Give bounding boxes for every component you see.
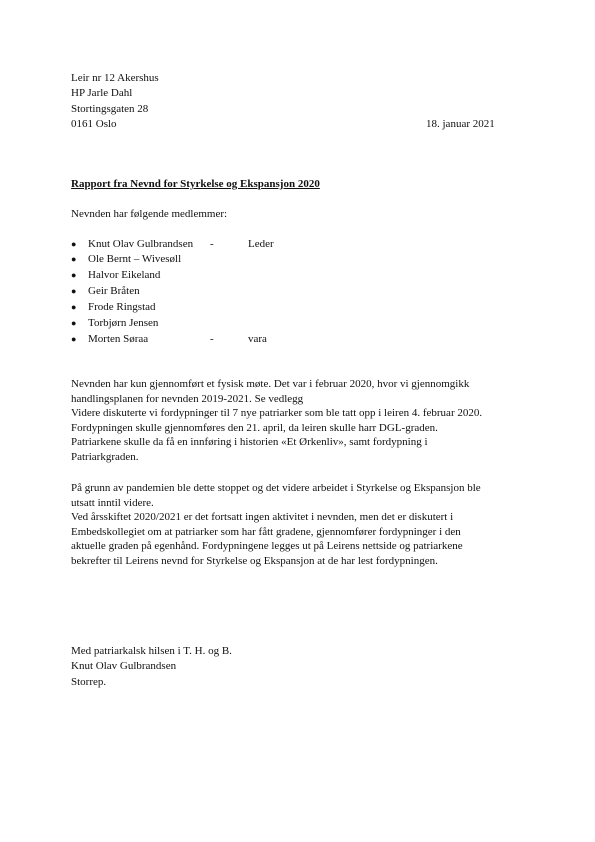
members-intro: Nevnden har følgende medlemmer: bbox=[71, 208, 228, 220]
paragraph-line: bekrefter til Leirens nevnd for Styrkelse og Ekspansjon at de har lest fordypningen. bbox=[71, 554, 438, 567]
paragraph-line: Patriarkgraden. bbox=[71, 450, 139, 463]
paragraph-line: På grunn av pandemien ble dette stoppet og det videre arbeidet i Styrkelse og Ekspansjon ble bbox=[71, 482, 481, 494]
bullet-icon: ● bbox=[71, 302, 77, 312]
report-title: Rapport fra Nevnd for Styrkelse og Ekspansjon 2020 bbox=[71, 178, 320, 190]
member-name: Knut Olav Gulbrandsen bbox=[88, 238, 194, 250]
member-name: Geir Bråten bbox=[88, 285, 140, 297]
address-line-2: HP Jarle Dahl bbox=[71, 87, 133, 99]
paragraph-line: aktuelle graden på egenhånd. Fordypningene legges ut på Leirens nettside og patriarkene bbox=[71, 540, 463, 553]
member-name: Frode Ringstad bbox=[88, 301, 156, 313]
member-dash: - bbox=[210, 238, 214, 250]
member-name: Torbjørn Jensen bbox=[88, 317, 159, 329]
paragraph-line: handlingsplanen for nevnden 2019-2021. Se vedlegg bbox=[71, 392, 304, 405]
member-role: Leder bbox=[248, 238, 274, 250]
body-paragraph-1 bbox=[71, 377, 531, 465]
paragraph-line: utsatt inntil videre. bbox=[71, 496, 154, 509]
member-dash: - bbox=[210, 333, 214, 345]
paragraph-line: Videre diskuterte vi fordypninger til 7 nye patriarker som ble tatt opp i leiren 4. februar 2020. bbox=[71, 407, 483, 420]
letter-date: 18. januar 2021 bbox=[426, 118, 495, 130]
bullet-icon: ● bbox=[71, 254, 77, 264]
member-role: vara bbox=[248, 333, 267, 345]
signatory-name: Knut Olav Gulbrandsen bbox=[71, 660, 177, 672]
body-paragraph-2 bbox=[71, 481, 531, 569]
bullet-icon: ● bbox=[71, 318, 77, 328]
bullet-icon: ● bbox=[71, 334, 77, 344]
bullet-icon: ● bbox=[71, 286, 77, 296]
address-line-1: Leir nr 12 Akershus bbox=[71, 72, 159, 84]
address-line-4: 0161 Oslo bbox=[71, 118, 117, 130]
member-name: Ole Bernt – Wivesøll bbox=[88, 253, 182, 265]
closing-greeting: Med patriarkalsk hilsen i T. H. og B. bbox=[71, 645, 232, 657]
bullet-icon: ● bbox=[71, 270, 77, 280]
paragraph-line: Embedskollegiet om at patriarker som har fått gradene, gjennomfører fordypninger i den bbox=[71, 525, 461, 538]
address-line-3: Stortingsgaten 28 bbox=[71, 103, 149, 115]
paragraph-line: Ved årsskiftet 2020/2021 er det fortsatt ingen aktivitet i nevnden, men det er diskutert i bbox=[71, 511, 454, 524]
paragraph-line: Patriarkene skulle da få en innføring i historien «Et Ørkenliv», samt fordypning i bbox=[71, 436, 428, 449]
signatory-title: Storrep. bbox=[71, 676, 107, 688]
paragraph-line: Nevnden har kun gjennomført et fysisk møte. Det var i februar 2020, hvor vi gjennomgikk bbox=[71, 378, 470, 390]
member-name: Halvor Eikeland bbox=[88, 269, 161, 281]
paragraph-line: Fordypningen skulle gjennomføres den 21. april, da leiren skulle harr DGL-graden. bbox=[71, 421, 438, 434]
bullet-icon: ● bbox=[71, 239, 77, 249]
member-name: Morten Søraa bbox=[88, 333, 149, 345]
